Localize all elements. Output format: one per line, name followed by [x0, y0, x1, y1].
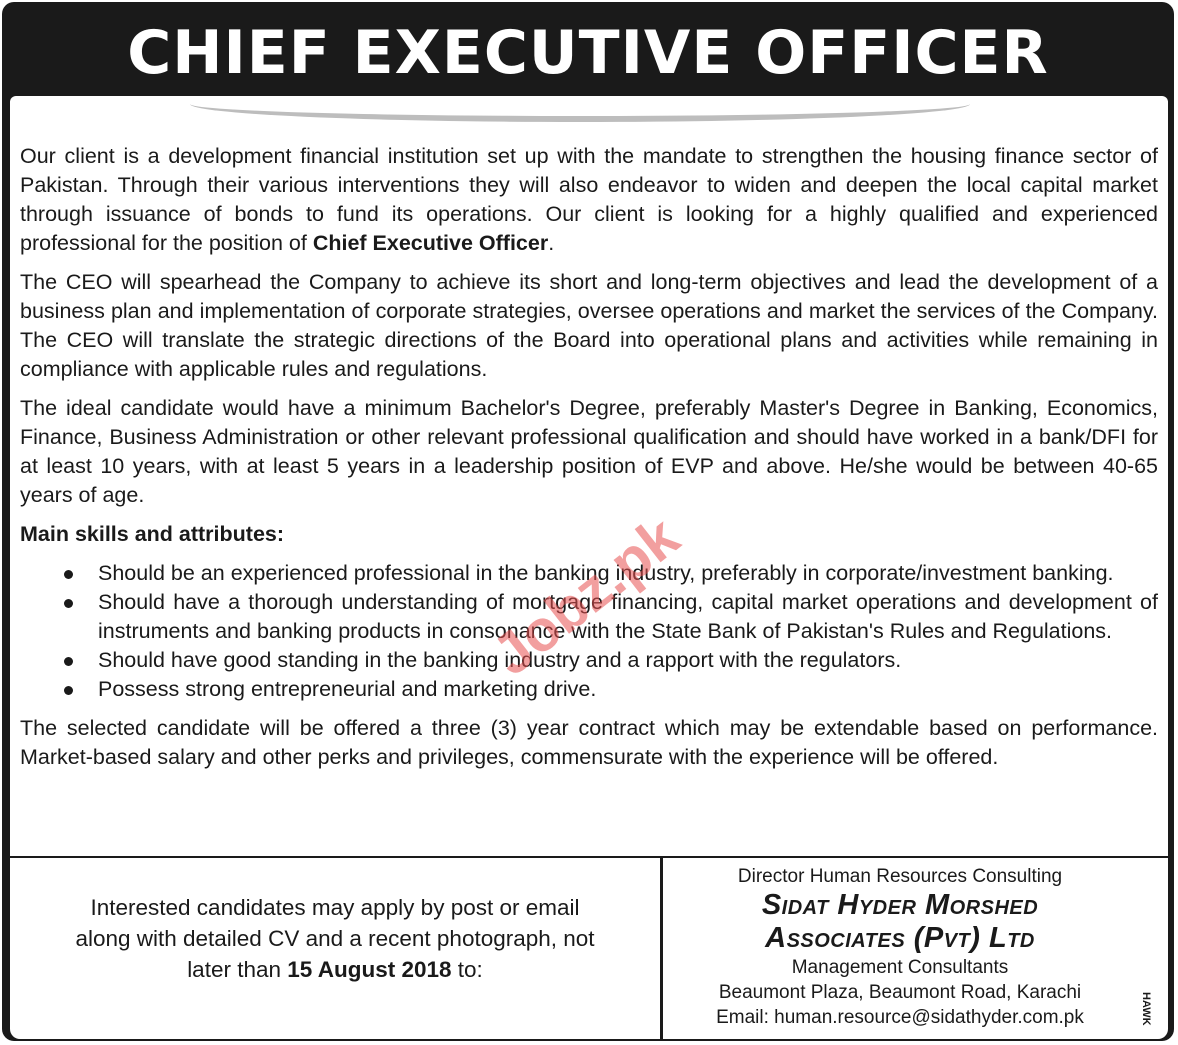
- firm-tagline: Management Consultants: [791, 957, 1009, 978]
- watermark: Jobz.pk: [480, 503, 691, 689]
- agency-tag: HAWK: [1140, 992, 1152, 1026]
- bullet-icon: [64, 570, 73, 579]
- intro-paragraph: Our client is a development financial institution set up with the mandate to strengthen the housing finance sector of Pakistan. Through their various interventions they will also endeavor to widen and deepen the local capital market through issuance of bonds to fund its operations. Our client is looking for a highly qualified and experienced professional for the position of Chief Executive Officer.: [20, 144, 1158, 255]
- bullet-icon: [64, 657, 73, 666]
- consultant-contact: [665, 864, 1135, 1030]
- advertisement: [2, 2, 1174, 1041]
- list-item: Possess strong entrepreneurial and marketing drive.: [20, 675, 1158, 704]
- firm-name-line-2: Associates (Pvt) Ltd: [765, 922, 1035, 954]
- requirements-paragraph: The ideal candidate would have a minimum Bachelor's Degree, preferably Master's Degree in Banking, Economics, Finance, Business Administration or other relevant professional qualification and should have worked in a bank/DFI for at least 10 years, with at least 5 years in a leadership position of EVP and above. He/she would be between 40-65 years of age.: [20, 396, 1158, 507]
- contract-paragraph: The selected candidate will be offered a three (3) year contract which may be extendable based on performance. Market-based salary and other perks and privileges, commensurate with the experience will be offered.: [20, 716, 1158, 769]
- application-instructions: Interested candidates may apply by post or email along with detailed CV and a recent photograph, not later than 15 August 2018 to:: [75, 895, 595, 982]
- header-swoosh: [190, 96, 970, 122]
- position-name: Chief Executive Officer: [312, 231, 549, 255]
- bullet-icon: [64, 599, 73, 608]
- responsibilities-paragraph: The CEO will spearhead the Company to achieve its short and long-term objectives and lead the development of a business plan and implementation of corporate strategies, oversee operations and market the services of the Company. The CEO will translate the strategic directions of the Board into operational plans and activities while remaining in compliance with applicable rules and regulations.: [20, 270, 1158, 381]
- footer-divider: [10, 856, 1168, 858]
- consultant-department: Director Human Resources Consulting: [737, 866, 1063, 887]
- contact-email[interactable]: Email: human.resource@sidathyder.com.pk: [716, 1007, 1084, 1028]
- firm-address: Beaumont Plaza, Beaumont Road, Karachi: [718, 982, 1082, 1003]
- list-item: Should have good standing in the banking industry and a rapport with the regulators.: [20, 646, 1158, 675]
- deadline-date: 15 August 2018: [287, 957, 452, 982]
- job-description: [20, 142, 1158, 782]
- list-item: Should be an experienced professional in the banking industry, preferably in corporate/investment banking.: [20, 559, 1158, 588]
- list-item: Should have a thorough understanding of mortgage financing, capital market operations and development of instruments and banking products in consonance with the State Bank of Pakistan's Rules and Regulations.: [20, 588, 1158, 646]
- skills-heading: Main skills and attributes:: [20, 522, 285, 546]
- bullet-icon: [64, 686, 73, 695]
- ad-title: CHIEF EXECUTIVE OFFICER: [127, 18, 1049, 88]
- firm-name-line-1: Sidat Hyder Morshed: [761, 889, 1039, 921]
- ad-content-panel: [10, 96, 1168, 1039]
- footer-column-divider: [660, 858, 663, 1039]
